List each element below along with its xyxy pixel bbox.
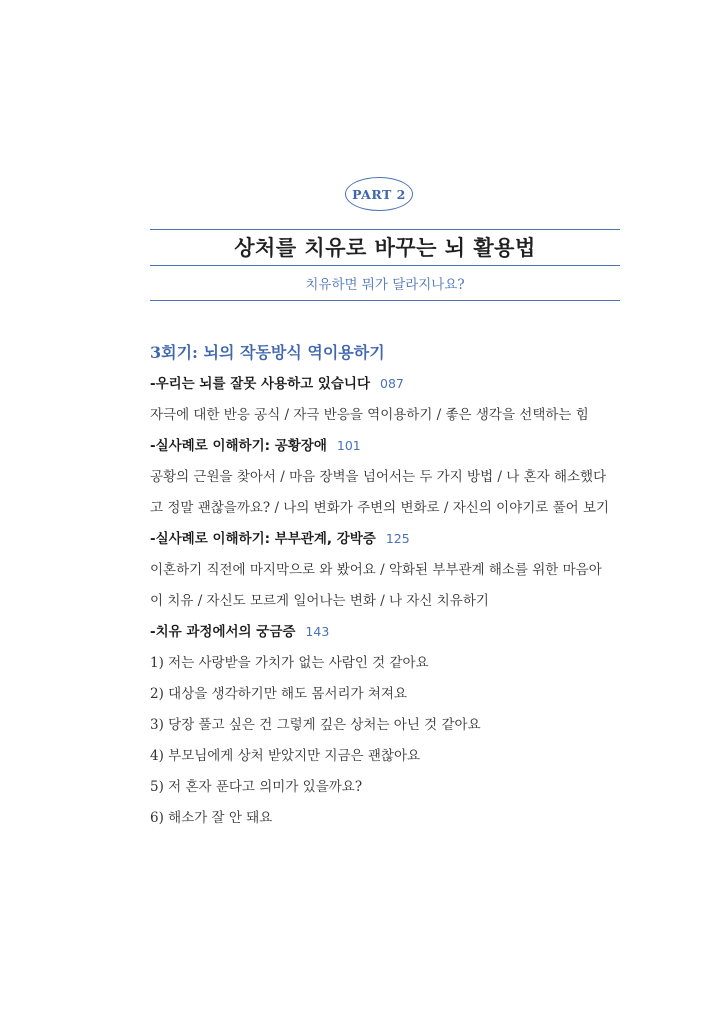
toc-heading-text: -실사례로 이해하기: 부부관계, 강박증 (150, 531, 376, 547)
toc-subtopics: 자극에 대한 반응 공식 / 자극 반응을 역이용하기 / 좋은 생각을 선택하는 힘 (150, 407, 589, 423)
toc-page-number: 101 (336, 438, 361, 453)
toc-question-item: 3) 당장 풀고 싶은 건 그렇게 깊은 상처는 아닌 것 같아요 (150, 717, 481, 733)
toc-page-number: 125 (385, 531, 410, 546)
toc-subtopics: 이혼하기 직전에 마지막으로 와 봤어요 / 악화된 부부관계 해소를 위한 마음아 (150, 562, 602, 578)
toc-subtopics: 고 정말 괜찮을까요? / 나의 변화가 주변의 변화로 / 자신의 이야기로 풀어 보기 (150, 500, 610, 516)
toc-heading (150, 527, 410, 547)
toc-heading-text: -치유 과정에서의 궁금증 (150, 624, 296, 640)
session-title: 3회기: 뇌의 작동방식 역이용하기 (150, 343, 385, 362)
toc-subtopics: 이 치유 / 자신도 모르게 일어나는 변화 / 나 자신 치유하기 (150, 593, 489, 609)
toc-page-number: 087 (380, 376, 404, 391)
toc-subtopics: 공황의 근원을 찾아서 / 마음 장벽을 넘어서는 두 가지 방법 / 나 혼자 해소했다 (150, 469, 607, 485)
page-subtitle: 치유하면 뭐가 달라지나요? (305, 277, 465, 293)
toc-page-number: 143 (305, 624, 330, 639)
toc-heading-text: -우리는 뇌를 잘못 사용하고 있습니다 (150, 376, 371, 392)
toc-heading (150, 434, 361, 454)
toc-heading-text: -실사례로 이해하기: 공황장애 (150, 438, 327, 454)
toc-question-item: 4) 부모님에게 상처 받았지만 지금은 괜찮아요 (150, 748, 421, 764)
toc-question-item: 1) 저는 사랑받을 가치가 없는 사람인 것 같아요 (150, 655, 429, 671)
part-badge: PART 2 (345, 177, 413, 211)
subtitle-bottom-rule (150, 300, 620, 301)
toc-question-item: 5) 저 혼자 푼다고 의미가 있을까요? (150, 779, 363, 795)
toc-heading (150, 620, 329, 640)
toc-question-item: 2) 대상을 생각하기만 해도 몸서리가 쳐져요 (150, 686, 408, 702)
toc-heading (150, 372, 404, 392)
toc-question-item: 6) 해소가 잘 안 돼요 (150, 810, 273, 826)
page-title: 상처를 치유로 바꾸는 뇌 활용법 (234, 235, 536, 260)
